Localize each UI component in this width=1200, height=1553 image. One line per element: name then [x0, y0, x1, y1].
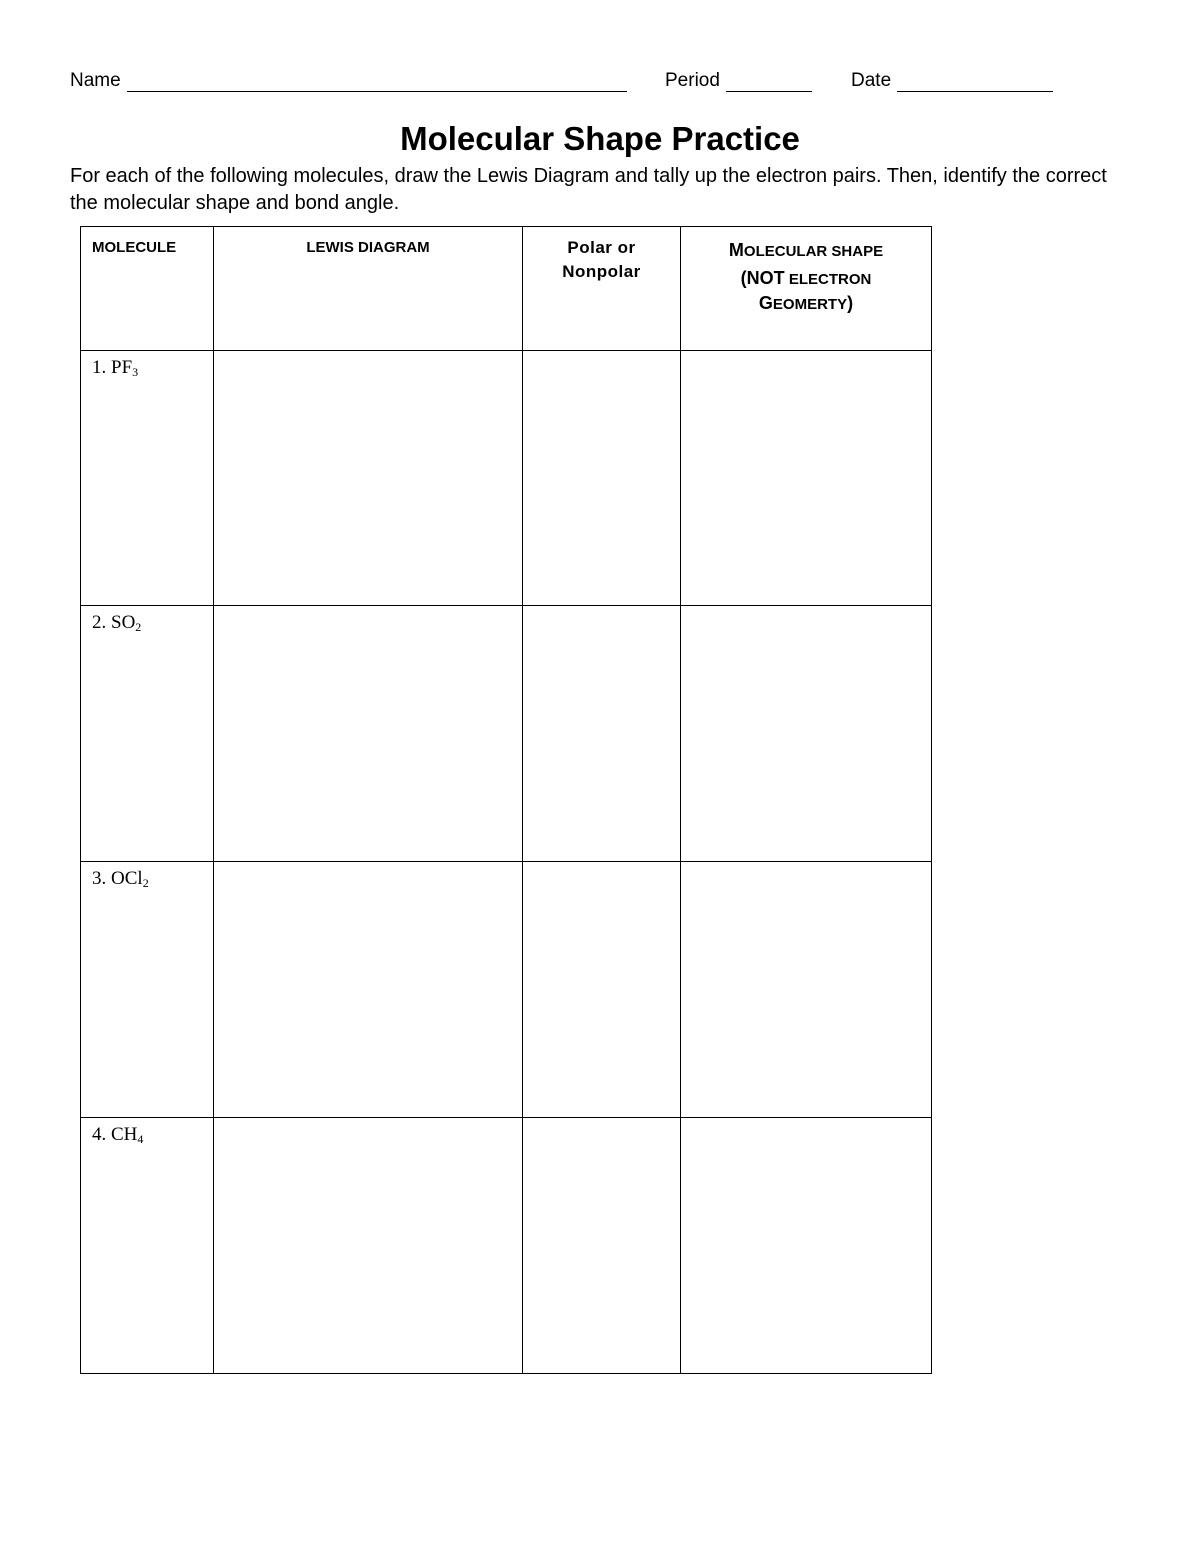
instructions: For each of the following molecules, draw the Lewis Diagram and tally up the electron pairs. Then, identify the correct the molecular shape and bond angle.	[70, 165, 1107, 214]
table-row	[81, 606, 932, 862]
lewis-diagram-cell[interactable]	[214, 351, 523, 606]
molecule-cell: 2. $SO_2$	[81, 606, 214, 862]
table-row	[81, 351, 932, 606]
date-label: Date	[851, 70, 892, 91]
shape-header-line1: MOLECULAR SHAPE	[728, 240, 884, 260]
name-label: Name	[70, 70, 121, 91]
lewis-diagram-cell[interactable]	[214, 862, 523, 1118]
period-field	[665, 70, 812, 92]
period-blank[interactable]	[726, 71, 812, 92]
polarity-cell[interactable]	[523, 1118, 681, 1374]
worksheet-table	[80, 226, 932, 1374]
name-field	[70, 70, 627, 92]
molecule-cell: 1. $PF_3$	[81, 351, 214, 606]
molecule-cell: 3. OCl$_2$	[81, 862, 214, 1118]
polarity-cell[interactable]	[523, 606, 681, 862]
molecule-header: MOLECULE	[81, 227, 214, 351]
lewis-diagram-cell[interactable]	[214, 1118, 523, 1374]
polarity-header-line2: Nonpolar	[562, 262, 641, 281]
period-label: Period	[665, 70, 720, 91]
lewis-diagram-cell[interactable]	[214, 606, 523, 862]
polarity-cell[interactable]	[523, 351, 681, 606]
table-row	[81, 862, 932, 1118]
shape-header-line3: GEOMERTY)	[758, 293, 854, 313]
name-blank[interactable]	[127, 71, 627, 92]
polarity-header-line1: Polar or	[567, 238, 636, 257]
molecular-shape-cell[interactable]	[681, 862, 932, 1118]
shape-header-line2: (NOT ELECTRON	[740, 268, 872, 288]
polarity-header	[523, 227, 681, 351]
molecular-shape-cell[interactable]	[681, 606, 932, 862]
molecular-shape-cell[interactable]	[681, 1118, 932, 1374]
polarity-cell[interactable]	[523, 862, 681, 1118]
lewis-diagram-header: LEWIS DIAGRAM	[214, 227, 523, 351]
date-field	[851, 70, 1053, 92]
page-title: Molecular Shape Practice	[400, 120, 800, 157]
date-blank[interactable]	[897, 71, 1053, 92]
header-row	[81, 227, 932, 351]
molecule-cell: 4. $CH_4$	[81, 1118, 214, 1374]
molecular-shape-header	[681, 227, 932, 351]
molecular-shape-cell[interactable]	[681, 351, 932, 606]
table-row	[81, 1118, 932, 1374]
